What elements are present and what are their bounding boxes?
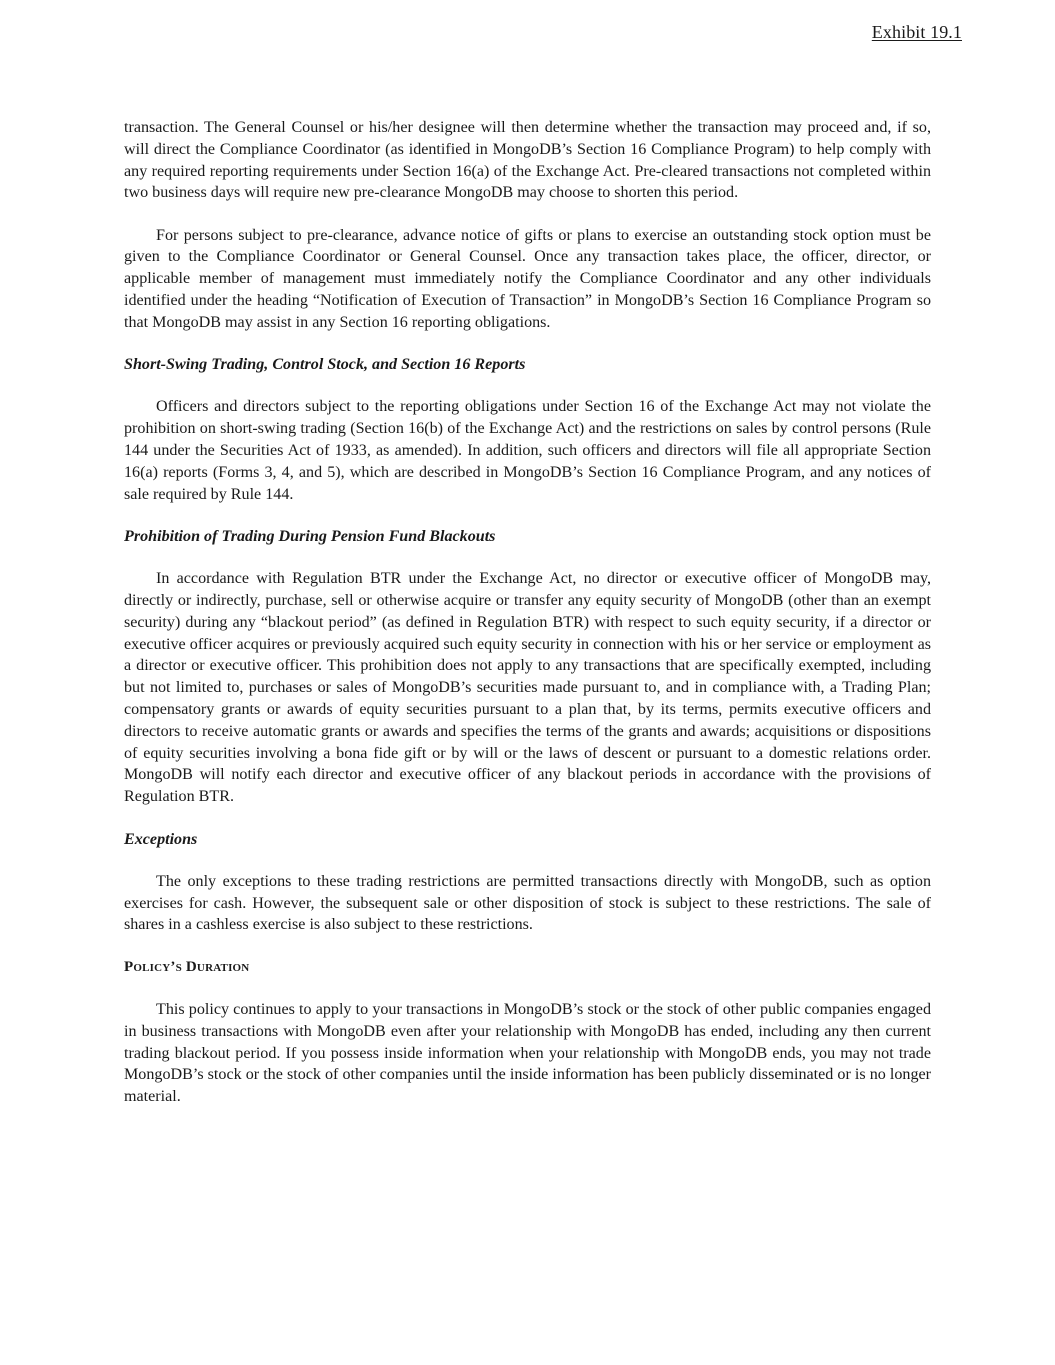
paragraph-advance-notice: For persons subject to pre-clearance, advance notice of gifts or plans to exercise an outstanding stock option must be given to the Compliance Coordinator or General Counsel. Once any transaction takes place, the officer, director, or applicable member of management must immediately notify the Compliance Coordinator and any other individuals identified under the heading “Notification of Execution of Transaction” in MongoDB’s Section 16 Compliance Program so that MongoDB may assist in any Section 16 reporting obligations.	[124, 226, 931, 331]
paragraph-policy-duration: This policy continues to apply to your transactions in MongoDB’s stock or the stock of other public companies engaged in business transactions with MongoDB even after your relationship with MongoDB has ended, including any then current trading blackout period. If you possess inside information when your relationship with MongoDB ends, you may not trade MongoDB’s stock or the stock of other companies until the inside information has been publicly disseminated or is no longer material.	[124, 1001, 931, 1106]
paragraph-preclearance-continued: transaction. The General Counsel or his/her designee will then determine whether the transaction may proceed and, if so, will direct the Compliance Coordinator (as identified in MongoDB’s Section 16 Compliance Program) to help comply with any required reporting requirements under Section 16(a) of the Exchange Act. Pre-cleared transactions not completed within two business days will require new pre-clearance MongoDB may choose to shorten this period.	[124, 119, 931, 202]
paragraph-exceptions: The only exceptions to these trading restrictions are permitted transactions directly with MongoDB, such as option exercises for cash. However, the subsequent sale or other disposition of stock is subject to these restrictions. The sale of shares in a cashless exercise is also subject to these restrictions.	[124, 872, 931, 934]
heading-short-swing-trading: Short-Swing Trading, Control Stock, and Section 16 Reports	[124, 356, 526, 374]
heading-policy-duration: Policy’s Duration	[124, 958, 250, 975]
exhibit-label: Exhibit 19.1	[871, 22, 962, 42]
heading-pension-fund-blackouts: Prohibition of Trading During Pension Fund Blackouts	[124, 527, 496, 545]
paragraph-pension-fund-blackouts: In accordance with Regulation BTR under the Exchange Act, no director or executive officer of MongoDB may, directly or indirectly, purchase, sell or otherwise acquire or transfer any equity security of MongoDB (other than an exempt security) during any “blackout period” (as defined in Regulation BTR) with respect to such equity security, if a director or executive officer acquires or previously acquired such equity security in connection with his or her service or employment as a director or executive officer. This prohibition does not apply to any transactions that are specifically exempted, including but not limited to, purchases or sales of MongoDB’s securities made pursuant to, and in compliance with, a Trading Plan; compensatory grants or awards of equity securities pursuant to a plan that, by its terms, permits executive officers and directors to receive automatic grants or awards and specifies the terms of the grants and awards; acquisitions or dispositions of equity securities involving a bona fide gift or by will or the laws of descent or pursuant to a domestic relations order. MongoDB will notify each director and executive officer of any blackout periods in accordance with the provisions of Regulation BTR.	[124, 570, 931, 806]
paragraph-short-swing-trading: Officers and directors subject to the reporting obligations under Section 16 of the Exchange Act may not violate the prohibition on short-swing trading (Section 16(b) of the Exchange Act) and the restrictions on sales by control persons (Rule 144 under the Securities Act of 1933, as amended). In addition, such officers and directors will file all appropriate Section 16(a) reports (Forms 3, 4, and 5), which are described in MongoDB’s Section 16 Compliance Program, and any notices of sale required by Rule 144.	[124, 398, 931, 503]
heading-exceptions: Exceptions	[124, 830, 198, 848]
document-body	[124, 117, 931, 1128]
